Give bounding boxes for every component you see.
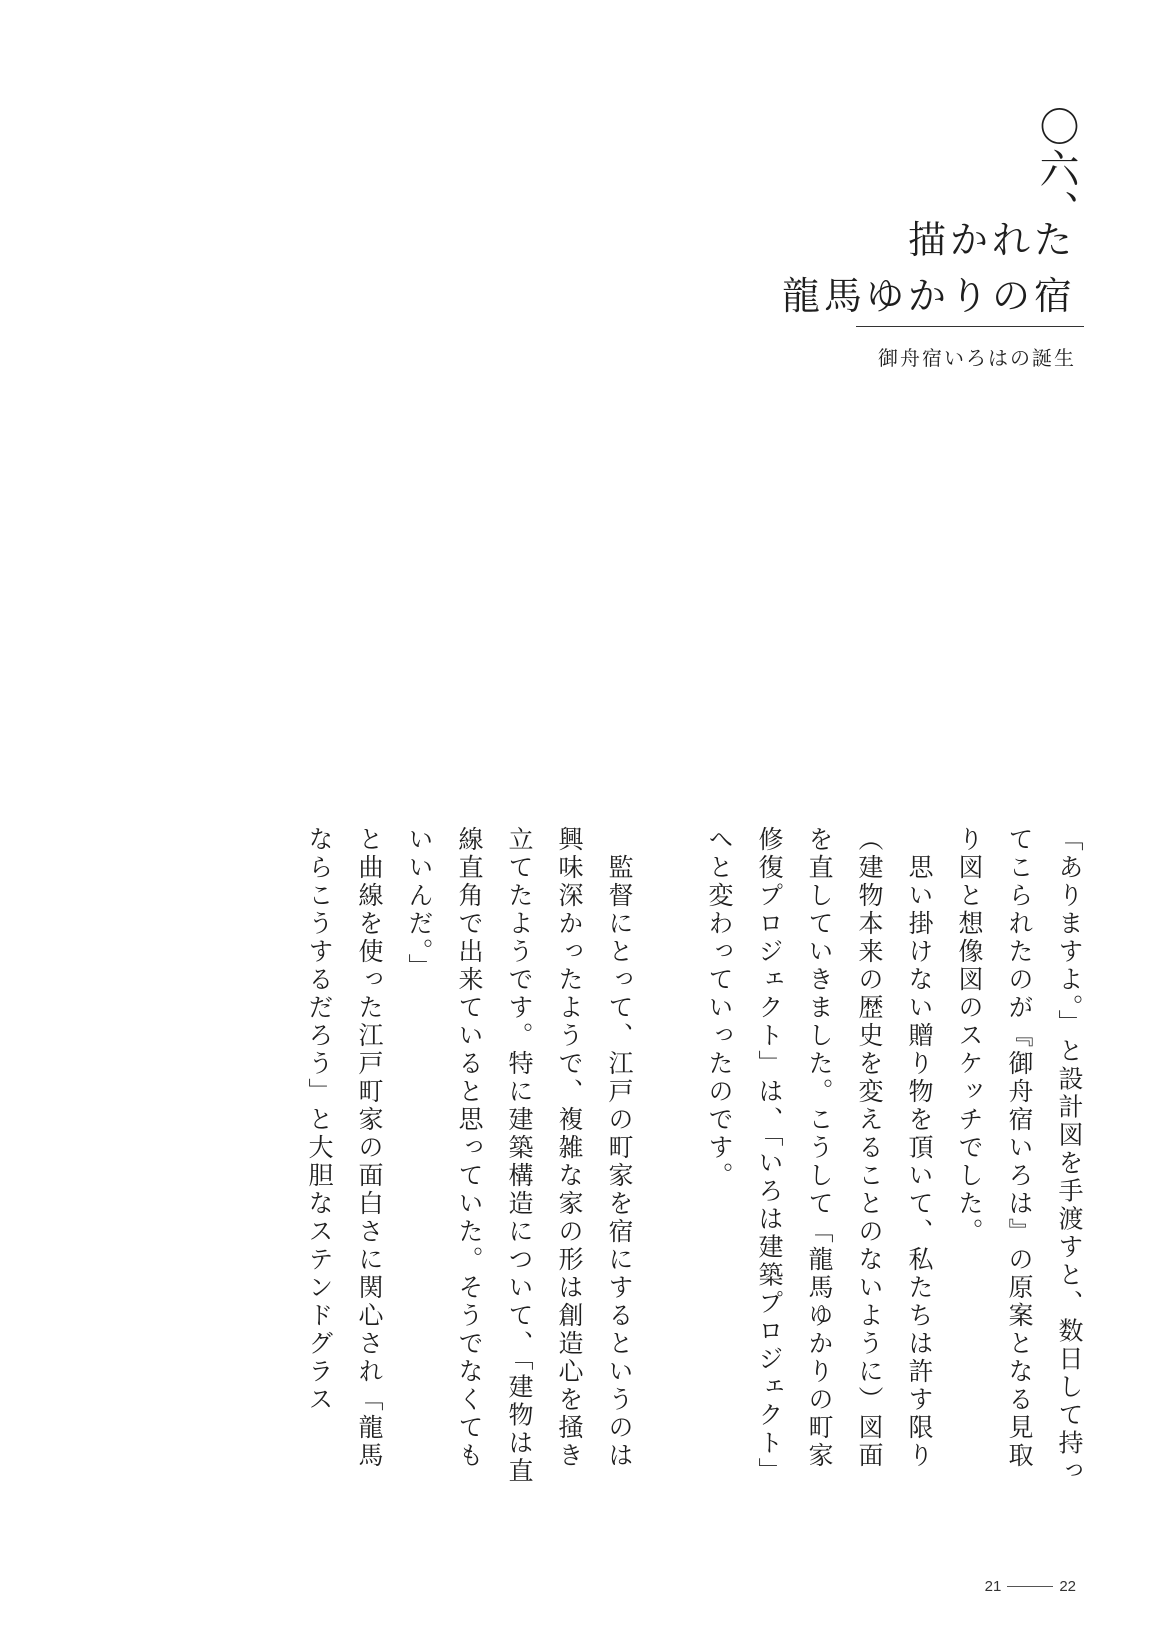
page-number-separator [1007, 1586, 1053, 1587]
chapter-title-line-1: 描かれた [907, 218, 1076, 262]
chapter-title-line-2: 龍馬ゆかりの宿 [781, 274, 1076, 318]
page-number-right: 22 [1059, 1578, 1076, 1595]
body-text [94, 826, 1094, 1486]
paragraph-3: 監督にとって、江戸の町家を宿にするというのは興味深かったようで、複雑な家の形は創造心を掻き立てたようです。特に建築構造について、「建物は直線直角で出来ていると思っていた。そうでなくてもいいんだ。」 [405, 826, 634, 1486]
page-numbers [985, 1578, 1076, 1595]
blank-line [644, 826, 694, 1486]
paragraph-1: 「ありますよ。」と設計図を手渡すと、数日して持ってこられたのが『御舟宿いろは』の原案となる見取り図と想像図のスケッチでした。 [955, 826, 1084, 1486]
chapter-title [782, 212, 1076, 324]
chapter-number: 〇六、 [1033, 106, 1079, 232]
paragraph-2: 思い掛けない贈り物を頂いて、私たちは許す限り（建物本来の歴史を変えることのないように）図面を直していきました。こうして「龍馬ゆかりの町家修復プロジェクト」は、「いろは建築プロジェクト」へと変わっていったのです。 [705, 826, 934, 1486]
chapter-subtitle: 御舟宿いろはの誕生 [878, 346, 1076, 370]
page-number-left: 21 [984, 1578, 1002, 1595]
paragraph-4: と曲線を使った江戸町家の面白さに関心され「龍馬ならこうするだろう」と大胆なステンドグラス [305, 826, 384, 1470]
title-divider [856, 326, 1084, 327]
